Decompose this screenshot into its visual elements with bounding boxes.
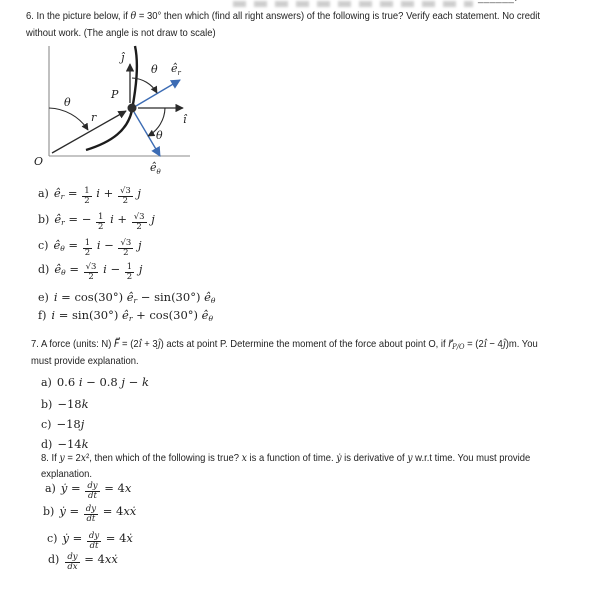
- q6-option-c: [38, 238, 142, 258]
- question-8-text: [41, 450, 530, 482]
- q7-option-a: [41, 375, 149, 389]
- option-formula: $ê_\theta$ = $\frac{√3}{2}$ i − $\frac{1}{2}$ j: [54, 262, 143, 282]
- option-formula: −18j: [56, 417, 85, 431]
- cutoff-blank-line: [478, 0, 518, 4]
- option-formula: i = sin(30°) $ê_r + \cos(30^\circ)$ $ê_\theta$: [51, 308, 213, 323]
- e-r-label: $ê_r$: [171, 62, 181, 77]
- option-formula: $\frac{dy}{dx}$ = 4xẋ: [67, 552, 118, 572]
- option-label: c): [41, 418, 52, 431]
- question-7-text: [31, 336, 538, 370]
- question-8-line-1: 8. If y = 2x², then which of the following is true? x is a function of time. ẏ is derivative of y w.r.t time. You must provide: [41, 452, 531, 464]
- q7-option-b: [41, 397, 89, 411]
- q8-option-d: [48, 552, 118, 572]
- q8-option-c: [47, 531, 133, 551]
- question-7-line-2: must provide explanation.: [31, 355, 139, 367]
- q8-option-b: [43, 504, 136, 524]
- q8-option-a: [45, 481, 131, 501]
- cutoff-smudge: [233, 1, 473, 7]
- question-6-line-2: without work. (The angle is not draw to scale): [26, 27, 216, 39]
- question-8-line-2: explanation.: [41, 468, 92, 480]
- j-hat-label: ĵ: [121, 51, 125, 64]
- option-formula: ẏ = $\frac{dy}{dt}$ = 4xẋ: [59, 504, 137, 524]
- option-label: f): [38, 309, 47, 322]
- option-label: b): [43, 505, 55, 518]
- theta-arc-at-origin: [49, 108, 88, 130]
- point-p-label: P: [111, 88, 119, 101]
- option-label: e): [38, 291, 49, 304]
- q6-option-b: [38, 212, 155, 232]
- radius-label: r: [91, 111, 97, 124]
- theta-label-upper: θ: [151, 63, 158, 76]
- polar-unit-vector-diagram: [30, 42, 235, 182]
- q6-option-f: [38, 308, 213, 322]
- option-label: c): [47, 532, 58, 545]
- question-6-line-1: 6. In the picture below, if θ = 30° then which (find all right answers) of the following is true? Verify each statement. No credit: [26, 10, 541, 22]
- q7-option-d: [41, 437, 89, 451]
- option-label: a): [45, 482, 56, 495]
- point-p-dot: [128, 104, 137, 113]
- option-formula: $ê_r$ = − $\frac{1}{2}$ i + $\frac{√3}{2}$ j: [54, 212, 155, 232]
- question-7-line-1: 7. A force (units: N) F⃗ = (2î + 3ĵ) acts at point P. Determine the moment of the force about point O, if $r⃗_{P/O}$ = (2î − 4ĵ)m. You: [31, 338, 538, 351]
- question-6-text: [26, 8, 540, 42]
- option-label: a): [41, 376, 52, 389]
- option-label: d): [48, 553, 60, 566]
- option-formula: $ê_r$ = $\frac{1}{2}$ i + $\frac{√3}{2}$ j: [53, 186, 141, 206]
- option-formula: $ê_\theta$ = $\frac{1}{2}$ i − $\frac{√3}{2}$ j: [53, 238, 142, 258]
- option-label: b): [38, 213, 50, 226]
- i-hat-label: î: [183, 113, 187, 126]
- option-label: d): [41, 438, 53, 451]
- option-formula: ẏ = $\frac{dy}{dt}$ = 4x: [60, 481, 132, 501]
- theta-label-origin: θ: [64, 96, 71, 109]
- theta-label-lower: θ: [156, 129, 163, 142]
- option-formula: 0.6 i − 0.8 j − k: [56, 375, 149, 389]
- origin-label: O: [34, 155, 44, 168]
- e-theta-label: $ê_\theta$: [150, 161, 161, 176]
- option-label: b): [41, 398, 53, 411]
- e-r-arrow: [136, 80, 180, 106]
- q6-option-e: [38, 290, 215, 304]
- option-label: c): [38, 239, 49, 252]
- radius-vector-arrow: [52, 111, 126, 153]
- q6-option-a: [38, 186, 141, 206]
- option-formula: ẏ = $\frac{dy}{dt}$ = 4ẋ: [62, 531, 133, 551]
- option-label: a): [38, 187, 49, 200]
- option-formula: −14k: [57, 437, 89, 451]
- option-formula: −18k: [57, 397, 89, 411]
- q6-option-d: [38, 262, 142, 282]
- option-label: d): [38, 263, 50, 276]
- q7-option-c: [41, 417, 84, 431]
- option-formula: i = cos(30°) $ê_r - \sin(30^\circ)$ $ê_\theta$: [53, 290, 216, 305]
